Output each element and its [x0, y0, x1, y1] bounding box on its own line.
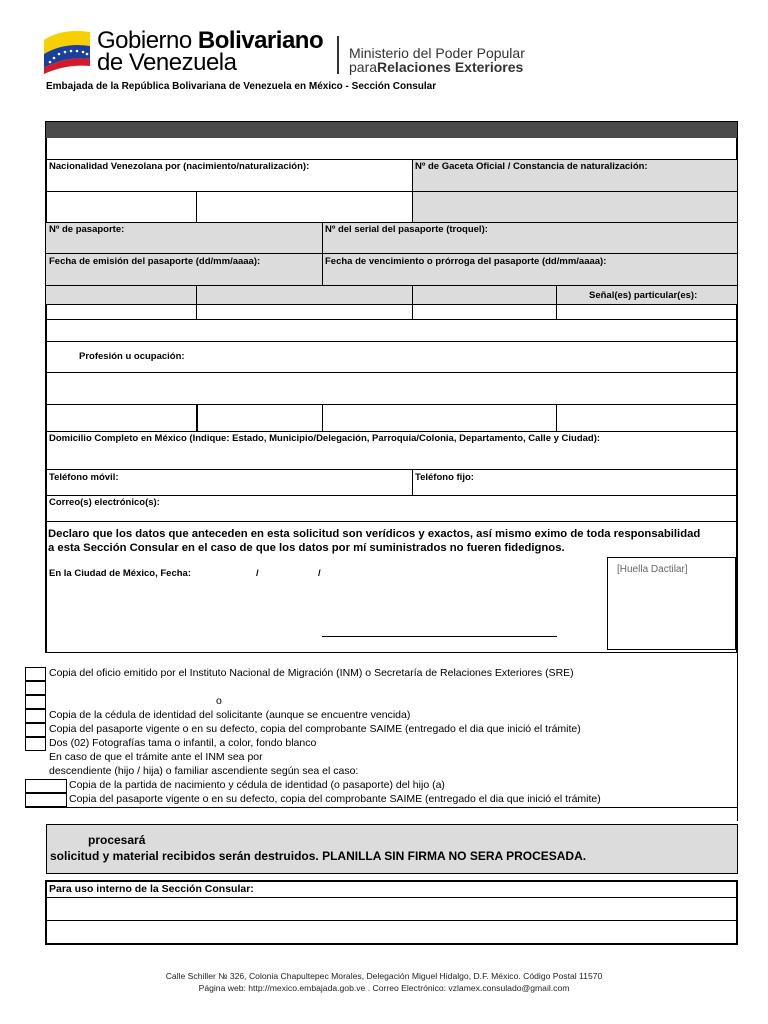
req-descendiente: descendiente (hijo / hija) o familiar ascendiente según sea el caso: — [49, 765, 359, 777]
vencimiento-label: Fecha de vencimiento o prórroga del pasaporte (dd/mm/aaaa): — [325, 256, 607, 267]
fingerprint-label: [Huella Dactilar] — [617, 564, 688, 575]
ministry-line1: Ministerio del Poder Popular — [349, 45, 525, 61]
declaration-line2: a esta Sección Consular en el caso de que los datos por mí suministrados no fueren fidedignos. — [48, 542, 565, 554]
checkbox-r7[interactable] — [25, 779, 67, 793]
senales-label: Señal(es) particular(es): — [589, 290, 698, 301]
req-or: o — [216, 695, 222, 707]
checkbox-r4[interactable] — [25, 737, 46, 751]
profesion-label: Profesión u ocupación: — [79, 351, 185, 362]
checkbox-r8[interactable] — [25, 793, 67, 807]
fingerprint-box — [607, 557, 736, 650]
footer-address: Calle Schiller № 326, Colonia Chapultepec Morales, Delegación Miguel Hidalgo, D.F. México. Código Postal 11570 — [165, 971, 603, 981]
checkbox-r2[interactable] — [25, 709, 46, 723]
logo-line2: de Venezuela — [97, 49, 237, 76]
ministry-line2-a: para — [349, 59, 378, 75]
nacionalidad-field-a[interactable] — [46, 192, 196, 222]
venezuela-flag-logo — [42, 26, 94, 74]
ciudad-fecha-label: En la Ciudad de México, Fecha: — [49, 568, 192, 579]
req-fotos: Dos (02) Fotografías tama o infantil, a color, fondo blanco — [49, 737, 317, 749]
date-slash-2: / — [318, 568, 321, 579]
serial-label: Nº del serial del pasaporte (troquel): — [325, 224, 488, 235]
req-cedula: Copia de la cédula de identidad del solicitante (aunque se encuentre vencida) — [49, 709, 411, 721]
fijo-label: Teléfono fijo: — [415, 472, 474, 483]
pasaporte-label: Nº de pasaporte: — [49, 224, 125, 235]
declaration — [48, 527, 700, 555]
ministry-line2-b: Relaciones Exteriores — [377, 59, 524, 75]
checkbox-r3[interactable] — [25, 723, 46, 737]
domicilio-label: Domicilio Completo en México (Indique: Estado, Municipio/Delegación, Parroquia/Colonia, Departamento, Calle y Ciudad): — [49, 433, 601, 444]
checkbox-r1c[interactable] — [25, 695, 46, 709]
req-pasaporte-hijo: Copia del pasaporte vigente o en su defecto, copia del comprobante SAIME (entregado el dia que inició el trámite) — [69, 793, 601, 805]
gaceta-label: Nº de Gaceta Oficial / Constancia de naturalización: — [415, 161, 648, 172]
footer — [0, 970, 768, 994]
logo-line1-b: Bolivariano — [197, 27, 324, 54]
form-header-bar — [46, 122, 737, 138]
footer-web: Página web: http://mexico.embajada.gob.ve . Correo Electrónico: vzlamex.consulado@gmail.com — [198, 983, 570, 993]
logo-line1-a: Gobierno — [97, 27, 192, 54]
checkbox-r1b[interactable] — [25, 681, 46, 695]
nacionalidad-field-b[interactable] — [197, 192, 412, 222]
notice-line1: procesará — [88, 833, 146, 847]
profesion-field[interactable] — [46, 373, 737, 404]
nacionalidad-label: Nacionalidad Venezolana por (nacimiento/naturalización): — [49, 161, 310, 172]
req-inm-sre: Copia del oficio emitido por el Instituto Nacional de Migración (INM) o Secretaría de Relaciones Exteriores (SRE) — [49, 667, 574, 679]
notice-line2: solicitud y material recibidos serán destruidos. PLANILLA SIN FIRMA NO SERA PROCESADA. — [50, 849, 587, 863]
movil-label: Teléfono móvil: — [49, 472, 119, 483]
header-divider — [337, 36, 339, 74]
notice-box — [46, 824, 738, 874]
correo-label: Correo(s) electrónico(s): — [49, 497, 160, 508]
req-partida: Copia de la partida de nacimiento y cédula de identidad (o pasaporte) del hijo (a) — [69, 779, 445, 791]
req-inm-case: En caso de que el trámite ante el INM sea por — [49, 751, 263, 763]
embassy-subtitle: Embajada de la República Bolivariana de Venezuela en México - Sección Consular — [46, 81, 437, 92]
internal-use-title: Para uso interno de la Sección Consular: — [49, 883, 254, 895]
government-title — [97, 27, 324, 76]
declaration-line1: Declaro que los datos que anteceden en esta solicitud son verídicos y exactos, así mismo eximo de toda responsabilidad — [48, 528, 701, 540]
emision-label: Fecha de emisión del pasaporte (dd/mm/aaaa): — [49, 256, 261, 267]
req-pasaporte: Copia del pasaporte vigente o en su defecto, copia del comprobante SAIME (entregado el dia que inició el trámite) — [49, 723, 581, 735]
checkbox-r1[interactable] — [25, 667, 46, 681]
date-slash-1: / — [256, 568, 259, 579]
ministry-title — [349, 46, 525, 74]
signature-line[interactable] — [322, 636, 557, 637]
